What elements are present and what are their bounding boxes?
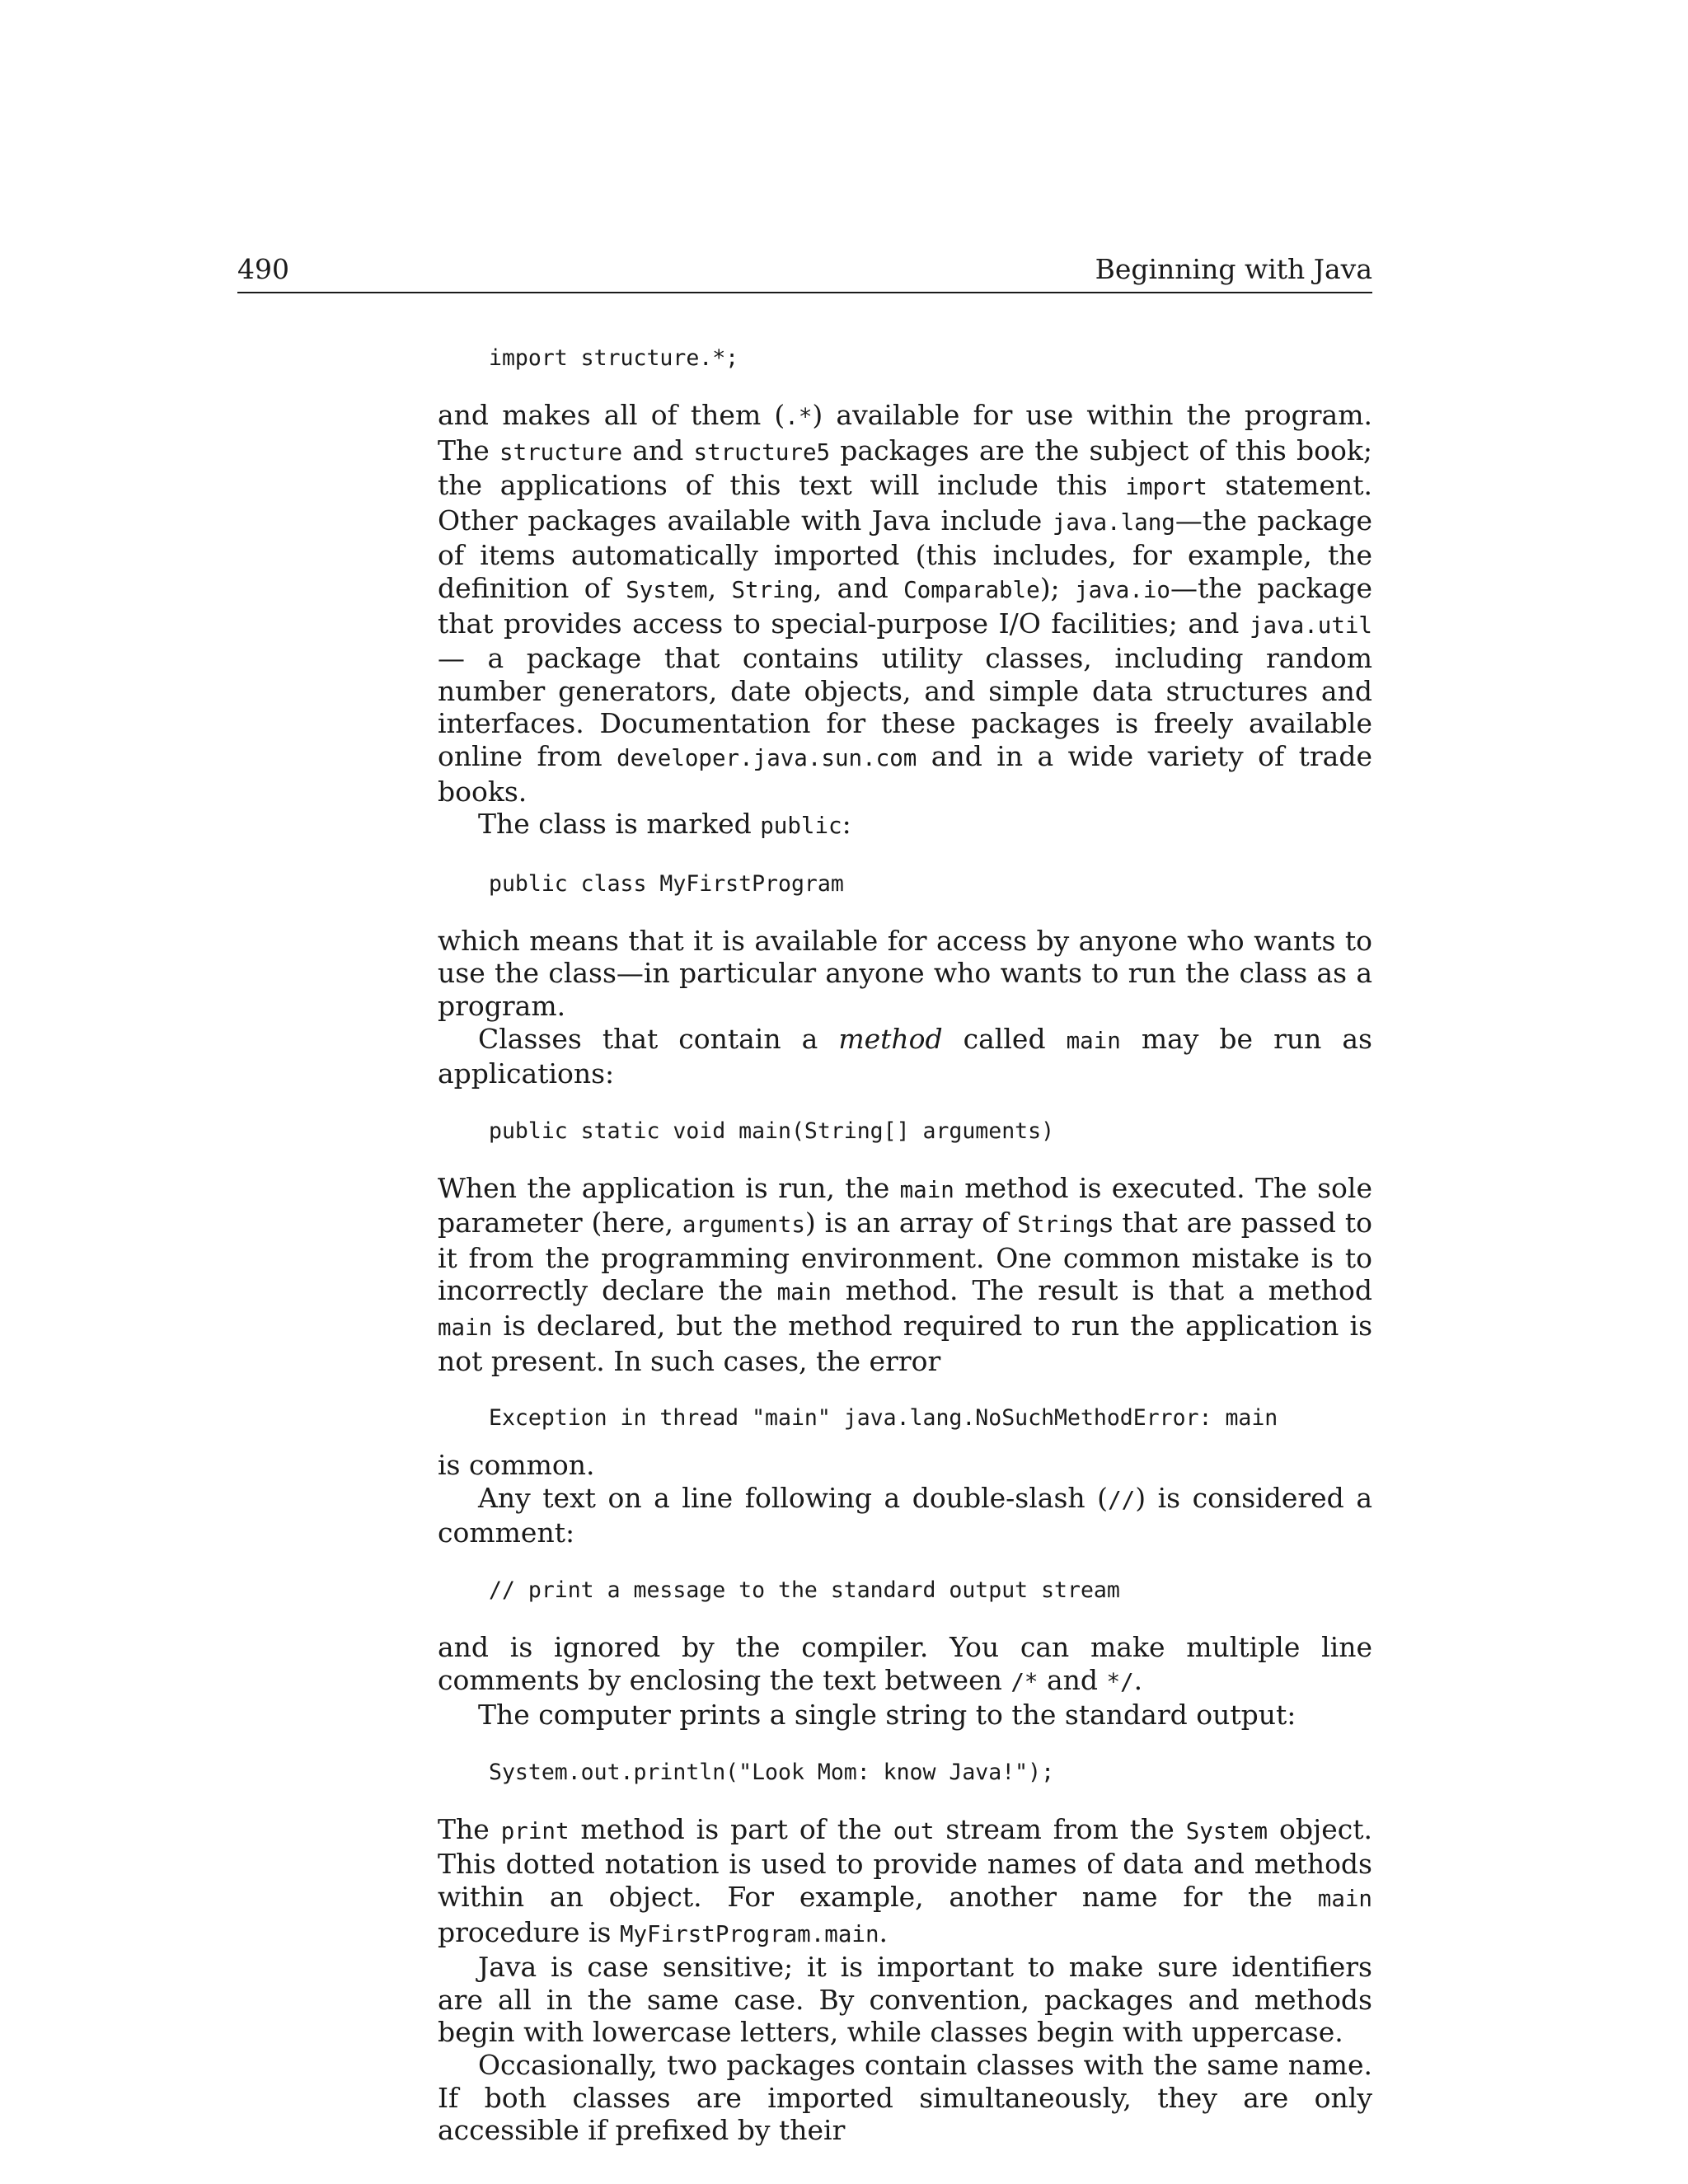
text: packages are the subject of this book; the applications of this text will include this [438,434,1372,502]
inline-code: String [1017,1212,1100,1239]
code-exception: Exception in thread "main" java.lang.NoSuchMethodError: main [489,1405,1278,1432]
text: method. The result is that a method [831,1274,1372,1307]
text: The [438,1812,501,1845]
text: called [942,1022,1067,1055]
paragraph-print-method [438,1813,1372,1951]
inline-code: Comparable [903,576,1040,603]
paragraph-access [438,925,1372,1023]
text: and [1038,1663,1107,1696]
inline-code: public [760,813,842,840]
inline-code: arguments [682,1212,805,1239]
inline-code: MyFirstProgram.main [619,1920,879,1947]
text: and makes all of them ( [438,399,785,431]
inline-code: out [893,1817,935,1844]
paragraph-common [438,1449,1372,1482]
text: When the application is run, the [438,1171,900,1204]
text: — a package that contains utility classes, including random number generators, date objects, and simple data structures and interfaces. Documentation for these packages is freely available online from [438,642,1372,772]
text: ) available for use within the program. The [438,399,1372,466]
inline-code: .* [785,404,813,430]
emphasis: method [838,1022,943,1055]
text: and is ignored by the compiler. You can make multiple line comments by enclosing the text between [438,1631,1372,1696]
text: stream from the [934,1812,1186,1845]
text: ) is an array of [804,1207,1018,1240]
paragraph-case-sensitive [438,1951,1372,2049]
code-println: System.out.println("Look Mom: know Java!"); [489,1759,1055,1785]
inline-code: String [731,576,814,603]
code-class-decl: public class MyFirstProgram [489,870,844,897]
text: is declared, but the method required to run the application is not present. In such cases, the error [438,1310,1372,1377]
text: method is executed. The sole parameter (here, [438,1171,1372,1240]
inline-code: main [438,1315,493,1342]
body-text [438,342,1372,2147]
text: may be run as applications: [438,1022,1372,1090]
paragraph-comment [438,1482,1372,1549]
inline-code: structure [499,438,623,466]
text: which means that it is available for access by anyone who wants to use the class—in particular anyone who wants to run the class as a program. [438,924,1372,1022]
text: method is part of the [569,1812,893,1845]
inline-code: print [500,1817,570,1844]
text: Any text on a line following a double-slash ( [478,1481,1109,1514]
inline-code: main [776,1279,832,1306]
text: —the package that provides access to special-purpose I/O facilities; and [438,571,1372,640]
text: ); [1039,571,1076,604]
paragraph-prints [438,1699,1372,1732]
inline-code: System [1185,1817,1268,1844]
code-main-decl: public static void main(String[] arguments) [489,1118,1055,1144]
inline-code: /* [1010,1668,1039,1695]
text: The class is marked [478,808,761,841]
text: object. This dotted notation is used to provide names of data and methods within an object. For example, another name for the [438,1812,1372,1913]
inline-code: structure5 [693,438,831,466]
text: s that are passed to it from the programming environment. One common mistake is to incorrectly declare the [438,1207,1372,1307]
text: procedure is [438,1915,620,1948]
paragraph-packages-same-name [438,2049,1372,2147]
code-import: import structure.*; [489,345,739,371]
code-comment: // print a message to the standard output stream [489,1577,1120,1604]
text: —the package of items automatically imported (this includes, for example, the definition of [438,504,1372,604]
inline-code: import [1125,474,1207,501]
inline-code: // [1108,1486,1136,1513]
text: Occasionally, two packages contain classes with the same name. If both classes are imported simultaneously, they are only accessible if prefixed by their [438,2048,1372,2147]
inline-code: System [626,576,708,603]
text: : [842,808,851,841]
page-number: 490 [237,253,289,285]
paragraph-public [438,808,1372,843]
inline-code: developer.java.sun.com [617,744,917,771]
text: is common. [438,1449,595,1482]
inline-code: main [899,1176,954,1203]
text: and [622,434,694,466]
paragraph-main-method [438,1023,1372,1090]
paragraph-application-run [438,1172,1372,1378]
inline-code: java.util [1249,612,1372,639]
text: . [1133,1663,1143,1696]
text: . [879,1915,889,1948]
paragraph-packages [438,399,1372,808]
inline-code: main [1066,1027,1121,1054]
text: ) is considered a comment: [438,1481,1372,1549]
inline-code: java.lang [1052,509,1175,536]
text: Classes that contain a [478,1022,839,1055]
inline-code: java.io [1075,576,1170,603]
text: and in a wide variety of trade books. [438,739,1373,808]
inline-code: main [1317,1886,1372,1912]
inline-code: */ [1106,1668,1134,1695]
page-header [237,252,1372,293]
text: statement. Other packages available with Java include [438,469,1372,537]
paragraph-ignored [438,1631,1372,1699]
text: The computer prints a single string to the standard output: [478,1699,1296,1732]
text: , [707,571,732,604]
running-title: Beginning with Java [1095,253,1372,285]
text: , and [813,571,904,604]
text: Java is case sensitive; it is important to make sure identifiers are all in the same case. By convention, packages and methods begin with lowercase letters, while classes begin with uppercase. [438,1951,1372,2049]
